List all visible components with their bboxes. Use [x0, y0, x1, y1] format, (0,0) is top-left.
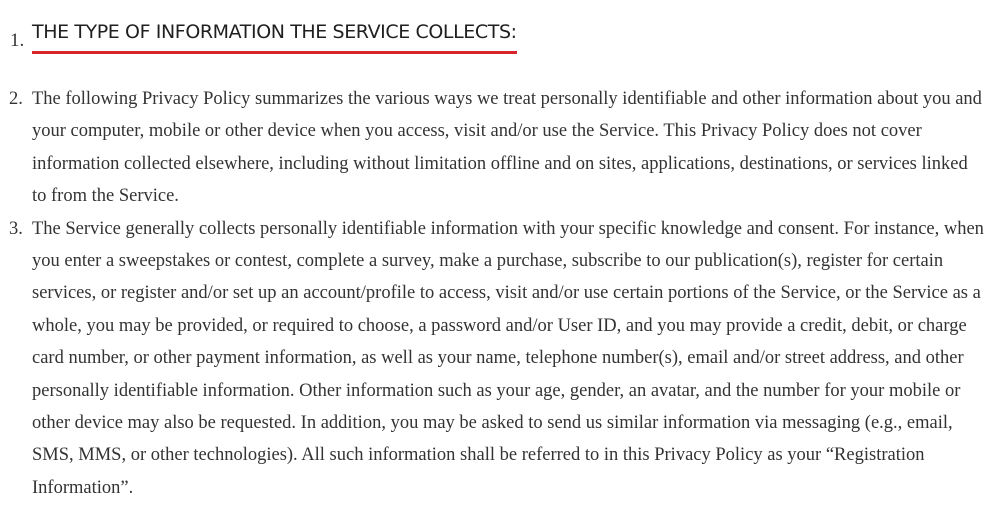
- heading-title: THE TYPE OF INFORMATION THE SERVICE COLLECTS:: [32, 19, 517, 54]
- list-item-number: 2.: [9, 89, 23, 109]
- section-heading: [10, 14, 517, 54]
- list-item-number: 3.: [9, 218, 23, 239]
- list-item-text: The Service generally collects personally identifiable information with your specific knowledge and consent. For instance, when you enter a sweepstakes or contest, complete a survey, make a purchase, subscribe to our publication(s), register for certain services, or register and/or set up an account/profile to access, visit and/or use certain portions of the Service, or the Service as a whole, you may be provided, or required to choose, a password and/or User ID, and you may provide a credit, debit, or charge card number, or other payment information, as well as your name, telephone number(s), email and/or street address, and other personally identifiable information. Other information such as your age, gender, an avatar, and the number for your mobile or other device may also be requested. In addition, you may be asked to send us similar information via messaging (e.g., email, SMS, MMS, or other technologies). All such information shall be referred to in this Privacy Policy as your “Registration Information”.: [32, 218, 984, 498]
- heading-number: 1.: [10, 30, 25, 51]
- list-item-text: The following Privacy Policy summarizes the various ways we treat personally identifiable and other information about you and your computer, mobile or other device when you access, visit and/or use the Service. This Privacy Policy does not cover information collected elsewhere, including without limitation offline and on sites, applications, destinations, or services linked to from the Service.: [32, 89, 982, 207]
- list-item: [0, 213, 1000, 505]
- policy-list: [0, 83, 1000, 504]
- list-item: [0, 83, 1000, 213]
